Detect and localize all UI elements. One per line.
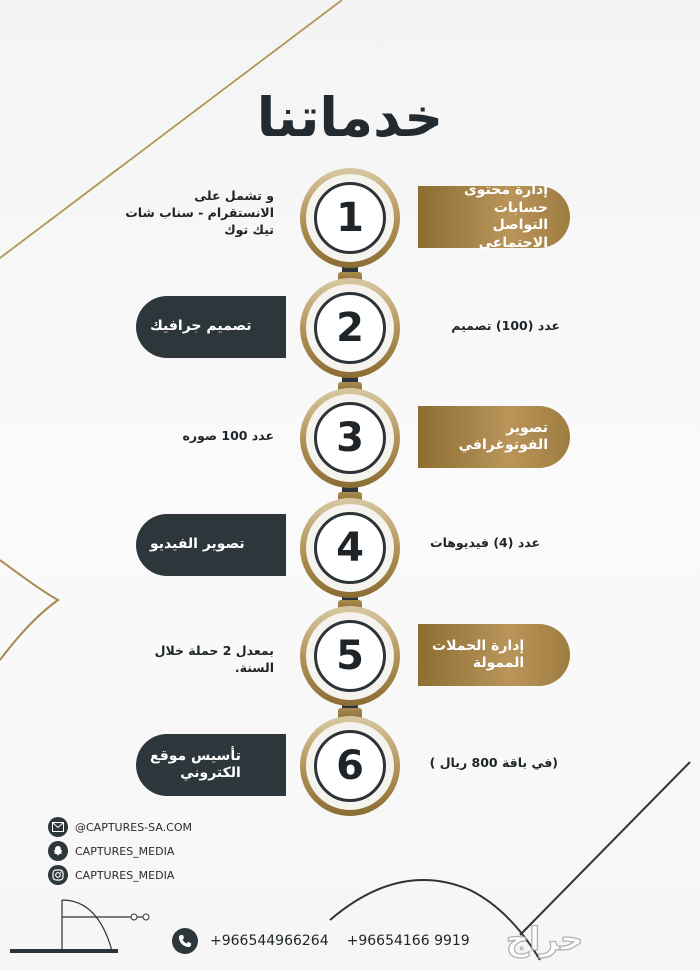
detail-text: عدد (100) تصميم [451,318,560,333]
step-5-detail [134,643,274,677]
detail-text: تيك توك [224,221,274,237]
contact-list [48,815,192,887]
email-text: @CAPTURES-SA.COM [75,820,192,834]
service-pill-website [136,734,286,796]
haraj-watermark-logo: حراج [506,920,583,958]
service-label: تصوير الفوتوغرافي [458,419,548,453]
service-label: إدارة الحملات [432,637,525,654]
page-title: خدماتنا [256,86,444,149]
step-4-detail [420,535,540,552]
right-dark-diagonal-line [520,762,690,935]
instagram-icon [48,865,68,885]
contact-snapchat-row[interactable] [48,839,192,863]
service-pill-graphic-design [136,296,286,358]
step-6-detail [428,755,558,772]
service-label: الكتروني [180,765,241,781]
service-pill-paid-campaigns [418,624,570,686]
service-label: تأسيس موقع [150,747,241,764]
step-number: 1 [336,195,364,241]
service-pill-videography [136,514,286,576]
step-6-badge [300,716,400,816]
phone-number-1[interactable]: +966544966264 [210,933,329,949]
step-number: 3 [336,415,364,461]
step-4-badge [300,498,400,598]
service-label: إدارة محتوى حسابات [463,182,548,216]
dot-marker [143,914,149,920]
contact-instagram-row[interactable] [48,863,192,887]
detail-text: السنة. [234,659,274,675]
step-5-badge [300,606,400,706]
step-number: 4 [336,525,364,571]
step-number: 6 [336,743,364,789]
envelope-icon [48,817,68,837]
service-pill-social-media [418,182,570,251]
detail-text: عدد (4) فيديوهات [430,535,540,550]
dot-marker [131,914,137,920]
snapchat-ghost-icon [48,841,68,861]
step-1-detail [114,188,274,239]
phone-icon [172,928,198,954]
service-label: تصوير الفيديو [150,536,245,553]
phone-number-2[interactable]: +96654166 9919 [346,933,470,949]
bottom-left-arc [62,900,112,951]
detail-text: عدد 100 صوره [182,428,274,443]
step-3-badge [300,388,400,488]
step-3-detail [144,428,274,445]
phone-numbers [172,928,488,954]
service-label: الممولة [472,655,525,671]
left-gold-curve [0,560,58,660]
detail-text: الانستقرام - سناب شات [125,204,274,220]
instagram-text: CAPTURES_MEDIA [75,868,175,882]
service-label: التواصل الاجتماعي [478,217,548,251]
service-pill-photography [418,406,570,468]
step-2-detail [420,318,560,335]
step-2-badge [300,278,400,378]
detail-text: بمعدل 2 حملة خلال [154,643,274,658]
step-number: 2 [336,305,364,351]
detail-text: و تشمل على [194,188,274,203]
snapchat-text: CAPTURES_MEDIA [75,844,175,858]
step-1-badge [300,168,400,268]
contact-email-row[interactable] [48,815,192,839]
service-label: تصميم جرافيك [150,318,252,335]
step-number: 5 [336,633,364,679]
detail-text: (في باقة 800 ريال ) [429,755,558,770]
